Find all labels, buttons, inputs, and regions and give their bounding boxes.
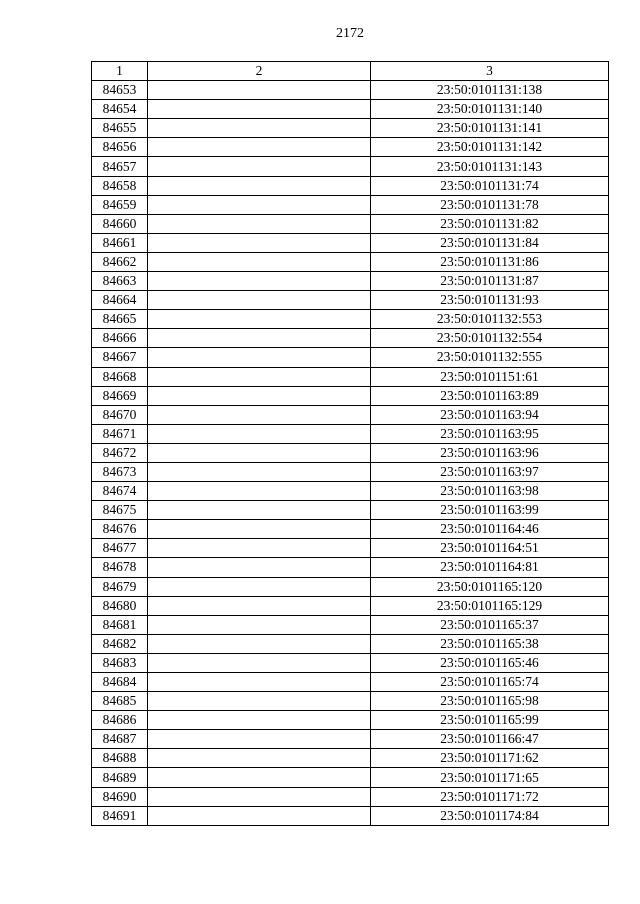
table-row: [92, 558, 609, 577]
row-empty-cell: [148, 577, 371, 596]
table-row: [92, 291, 609, 310]
row-empty-cell: [148, 634, 371, 653]
row-number-cell: 84684: [92, 673, 148, 692]
cadastral-number-cell: 23:50:0101131:78: [371, 195, 609, 214]
row-empty-cell: [148, 711, 371, 730]
table-row: [92, 329, 609, 348]
row-number-cell: 84689: [92, 768, 148, 787]
table-row: [92, 386, 609, 405]
table-row: [92, 157, 609, 176]
header-col-2: 2: [148, 62, 371, 81]
table-row: [92, 577, 609, 596]
table-row: [92, 195, 609, 214]
row-number-cell: 84659: [92, 195, 148, 214]
cadastral-number-cell: 23:50:0101131:142: [371, 138, 609, 157]
row-number-cell: 84672: [92, 443, 148, 462]
row-number-cell: 84676: [92, 520, 148, 539]
table-row: [92, 634, 609, 653]
row-number-cell: 84675: [92, 501, 148, 520]
row-number-cell: 84673: [92, 462, 148, 481]
row-number-cell: 84669: [92, 386, 148, 405]
cadastral-number-cell: 23:50:0101131:84: [371, 233, 609, 252]
row-number-cell: 84688: [92, 749, 148, 768]
row-number-cell: 84664: [92, 291, 148, 310]
row-empty-cell: [148, 100, 371, 119]
table-row: [92, 367, 609, 386]
cadastral-number-cell: 23:50:0101131:82: [371, 214, 609, 233]
row-number-cell: 84681: [92, 615, 148, 634]
cadastral-number-cell: 23:50:0101163:95: [371, 424, 609, 443]
row-empty-cell: [148, 272, 371, 291]
row-number-cell: 84690: [92, 787, 148, 806]
row-empty-cell: [148, 214, 371, 233]
cadastral-number-cell: 23:50:0101165:129: [371, 596, 609, 615]
table-row: [92, 310, 609, 329]
row-number-cell: 84670: [92, 405, 148, 424]
table-row: [92, 272, 609, 291]
table-row: [92, 176, 609, 195]
row-number-cell: 84665: [92, 310, 148, 329]
row-empty-cell: [148, 119, 371, 138]
row-empty-cell: [148, 252, 371, 271]
row-empty-cell: [148, 176, 371, 195]
row-number-cell: 84680: [92, 596, 148, 615]
row-number-cell: 84655: [92, 119, 148, 138]
cadastral-number-cell: 23:50:0101131:87: [371, 272, 609, 291]
row-empty-cell: [148, 310, 371, 329]
row-number-cell: 84654: [92, 100, 148, 119]
row-empty-cell: [148, 81, 371, 100]
table-row: [92, 233, 609, 252]
row-number-cell: 84657: [92, 157, 148, 176]
row-number-cell: 84661: [92, 233, 148, 252]
table-row: [92, 787, 609, 806]
row-number-cell: 84678: [92, 558, 148, 577]
table-row: [92, 711, 609, 730]
table-row: [92, 749, 609, 768]
cadastral-number-cell: 23:50:0101165:120: [371, 577, 609, 596]
row-empty-cell: [148, 482, 371, 501]
table-row: [92, 462, 609, 481]
row-number-cell: 84683: [92, 653, 148, 672]
row-empty-cell: [148, 462, 371, 481]
cadastral-number-cell: 23:50:0101131:140: [371, 100, 609, 119]
row-number-cell: 84685: [92, 692, 148, 711]
cadastral-number-cell: 23:50:0101165:98: [371, 692, 609, 711]
row-number-cell: 84677: [92, 539, 148, 558]
page-number: 2172: [336, 26, 364, 41]
cadastral-number-cell: 23:50:0101131:143: [371, 157, 609, 176]
header-row: [92, 62, 609, 81]
row-empty-cell: [148, 520, 371, 539]
row-empty-cell: [148, 386, 371, 405]
cadastral-number-cell: 23:50:0101171:72: [371, 787, 609, 806]
table-row: [92, 768, 609, 787]
row-empty-cell: [148, 673, 371, 692]
table-row: [92, 501, 609, 520]
row-empty-cell: [148, 692, 371, 711]
cadastral-number-cell: 23:50:0101166:47: [371, 730, 609, 749]
row-empty-cell: [148, 195, 371, 214]
table-row: [92, 119, 609, 138]
row-empty-cell: [148, 424, 371, 443]
table-row: [92, 615, 609, 634]
row-empty-cell: [148, 501, 371, 520]
table-row: [92, 730, 609, 749]
row-empty-cell: [148, 730, 371, 749]
row-number-cell: 84668: [92, 367, 148, 386]
table-row: [92, 806, 609, 825]
table-row: [92, 81, 609, 100]
row-empty-cell: [148, 157, 371, 176]
table-row: [92, 348, 609, 367]
table-row: [92, 214, 609, 233]
row-number-cell: 84671: [92, 424, 148, 443]
cadastral-number-cell: 23:50:0101163:97: [371, 462, 609, 481]
row-number-cell: 84662: [92, 252, 148, 271]
row-number-cell: 84666: [92, 329, 148, 348]
cadastral-number-cell: 23:50:0101131:74: [371, 176, 609, 195]
row-number-cell: 84679: [92, 577, 148, 596]
row-number-cell: 84687: [92, 730, 148, 749]
cadastral-number-cell: 23:50:0101163:99: [371, 501, 609, 520]
cadastral-number-cell: 23:50:0101165:46: [371, 653, 609, 672]
row-empty-cell: [148, 367, 371, 386]
cadastral-number-cell: 23:50:0101151:61: [371, 367, 609, 386]
row-empty-cell: [148, 329, 371, 348]
cadastral-number-cell: 23:50:0101165:37: [371, 615, 609, 634]
row-empty-cell: [148, 768, 371, 787]
row-number-cell: 84674: [92, 482, 148, 501]
cadastral-number-cell: 23:50:0101164:81: [371, 558, 609, 577]
table-row: [92, 443, 609, 462]
cadastral-number-cell: 23:50:0101163:96: [371, 443, 609, 462]
row-empty-cell: [148, 539, 371, 558]
table-row: [92, 100, 609, 119]
row-number-cell: 84682: [92, 634, 148, 653]
cadastral-number-cell: 23:50:0101132:553: [371, 310, 609, 329]
row-empty-cell: [148, 558, 371, 577]
table-row: [92, 252, 609, 271]
registry-table: [91, 61, 609, 826]
cadastral-number-cell: 23:50:0101131:141: [371, 119, 609, 138]
table-row: [92, 653, 609, 672]
row-empty-cell: [148, 291, 371, 310]
cadastral-number-cell: 23:50:0101163:89: [371, 386, 609, 405]
cadastral-number-cell: 23:50:0101131:93: [371, 291, 609, 310]
cadastral-number-cell: 23:50:0101165:74: [371, 673, 609, 692]
row-number-cell: 84691: [92, 806, 148, 825]
table-row: [92, 692, 609, 711]
row-number-cell: 84663: [92, 272, 148, 291]
cadastral-number-cell: 23:50:0101171:65: [371, 768, 609, 787]
cadastral-number-cell: 23:50:0101165:38: [371, 634, 609, 653]
cadastral-number-cell: 23:50:0101164:46: [371, 520, 609, 539]
table-row: [92, 482, 609, 501]
row-empty-cell: [148, 653, 371, 672]
cadastral-number-cell: 23:50:0101163:98: [371, 482, 609, 501]
row-empty-cell: [148, 787, 371, 806]
cadastral-number-cell: 23:50:0101165:99: [371, 711, 609, 730]
cadastral-number-cell: 23:50:0101132:554: [371, 329, 609, 348]
row-empty-cell: [148, 233, 371, 252]
row-empty-cell: [148, 405, 371, 424]
table-row: [92, 405, 609, 424]
row-empty-cell: [148, 348, 371, 367]
row-number-cell: 84656: [92, 138, 148, 157]
cadastral-number-cell: 23:50:0101163:94: [371, 405, 609, 424]
header-col-1: 1: [92, 62, 148, 81]
cadastral-number-cell: 23:50:0101132:555: [371, 348, 609, 367]
table-row: [92, 138, 609, 157]
cadastral-number-cell: 23:50:0101171:62: [371, 749, 609, 768]
row-empty-cell: [148, 749, 371, 768]
row-empty-cell: [148, 138, 371, 157]
row-number-cell: 84658: [92, 176, 148, 195]
cadastral-number-cell: 23:50:0101131:86: [371, 252, 609, 271]
table-row: [92, 424, 609, 443]
cadastral-number-cell: 23:50:0101131:138: [371, 81, 609, 100]
row-number-cell: 84660: [92, 214, 148, 233]
header-col-3: 3: [371, 62, 609, 81]
row-empty-cell: [148, 443, 371, 462]
row-empty-cell: [148, 806, 371, 825]
table-row: [92, 673, 609, 692]
table-row: [92, 596, 609, 615]
table-row: [92, 539, 609, 558]
cadastral-number-cell: 23:50:0101164:51: [371, 539, 609, 558]
row-number-cell: 84653: [92, 81, 148, 100]
row-empty-cell: [148, 615, 371, 634]
row-empty-cell: [148, 596, 371, 615]
table-row: [92, 520, 609, 539]
row-number-cell: 84667: [92, 348, 148, 367]
table-body: [92, 81, 609, 826]
row-number-cell: 84686: [92, 711, 148, 730]
cadastral-number-cell: 23:50:0101174:84: [371, 806, 609, 825]
